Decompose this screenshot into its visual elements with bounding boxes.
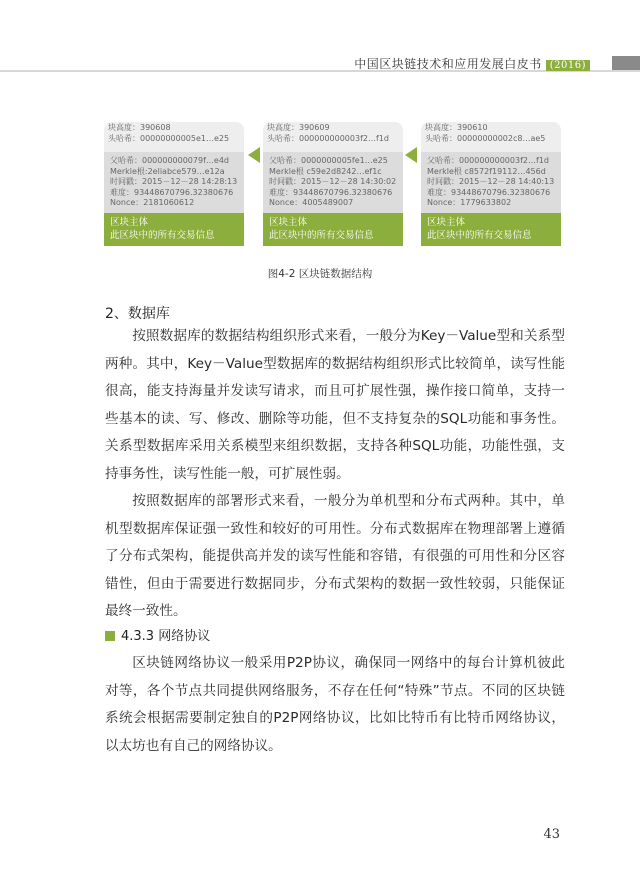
block-difficulty: 难度：93448670796.32380676 — [427, 187, 551, 197]
subsection-heading — [105, 625, 210, 644]
block-body-title: 区块主体 — [110, 216, 149, 228]
block-fields — [263, 152, 403, 213]
block-height: 块高度：390610 — [425, 123, 488, 132]
section-paragraph-2: 按照数据库的部署形式来看，一般分为单机型和分布式两种。其中，单机型数据库保证强一致性和较好的可用性。分布式数据库在物理部署上遵循了分布式架构，能提供高并发的读写性能和容错，有很强的可用性和分区容错性，但由于需要进行数据同步，分布式架构的数据一致性较弱，只能保证最终一致性。 — [105, 493, 565, 620]
block-header — [421, 122, 561, 144]
block-body — [104, 213, 244, 246]
block-body — [421, 213, 561, 246]
block-height: 块高度：390609 — [267, 123, 330, 132]
block-header — [104, 122, 244, 144]
block-header — [263, 122, 403, 144]
header-bar — [612, 56, 640, 70]
block-body-title: 区块主体 — [269, 216, 308, 228]
block-head-hash: 头哈希：00000000002c8…ae5 — [425, 134, 546, 143]
block-body-desc: 此区块中的所有交易信息 — [269, 229, 374, 241]
block-body — [263, 213, 403, 246]
block-parent-hash: 父哈希：000000000003f2…f1d — [427, 156, 549, 165]
arrow-left-icon — [248, 147, 260, 163]
block-nonce: Nonce：4005489007 — [269, 198, 354, 207]
figure-caption: 图4-2 区块链数据结构 — [267, 268, 373, 280]
arrow-left-icon — [405, 147, 417, 163]
block-merkle-root: Merkle根 c59e2d8242…ef1c — [269, 166, 382, 176]
block-fields — [104, 152, 244, 213]
block-height: 块高度：390608 — [108, 123, 171, 132]
block-nonce: Nonce：1779633802 — [427, 198, 512, 207]
block-390608 — [104, 122, 244, 246]
block-body-title: 区块主体 — [427, 216, 466, 228]
block-difficulty: 难度：93448670796.32380676 — [269, 187, 393, 197]
block-parent-hash: 父哈希：000000000079f…e4d — [110, 156, 229, 165]
green-square-icon — [105, 631, 115, 641]
block-merkle-root: Merkle根:2eliabce579…e12a — [110, 166, 225, 176]
block-head-hash: 头哈希：000000000003f2…f1d — [267, 134, 389, 143]
block-body-desc: 此区块中的所有交易信息 — [110, 229, 215, 241]
header-title: 中国区块链技术和应用发展白皮书 — [354, 57, 542, 71]
block-head-hash: 头哈希：00000000005e1…e25 — [108, 134, 230, 143]
block-difficulty: 难度：93448670796.32380676 — [110, 187, 234, 197]
section-heading: 2、数据库 — [105, 306, 170, 322]
block-nonce: Nonce：2181060612 — [110, 198, 195, 207]
block-timestamp: 时间戳：2015－12－28 14:30:02 — [269, 177, 397, 186]
block-fields — [421, 152, 561, 213]
running-header — [354, 55, 590, 72]
block-390610 — [421, 122, 561, 246]
block-timestamp: 时间戳：2015－12－28 14:28:13 — [110, 177, 238, 186]
section-paragraph-1: 按照数据库的数据结构组织形式来看，一般分为Key－Value型和关系型两种。其中，Key－Value型数据库的数据结构组织形式比较简单，读写性能很高，能支持海量并发读写请求，而且可扩展性强，操作接口简单，支持一些基本的读、写、修改、删除等功能，但不支持复杂的SQL功能和事务性。关系型数据库采用关系模型来组织数据，支持各种SQL功能，功能性强，支持事务性，读写性能一般，可扩展性弱。 — [105, 328, 565, 482]
block-390609 — [263, 122, 403, 246]
block-timestamp: 时间戳：2015－12－28 14:40:13 — [427, 177, 555, 186]
block-body-desc: 此区块中的所有交易信息 — [427, 229, 532, 241]
block-merkle-root: Merkle根 c8572f19112…456d — [427, 166, 546, 176]
header-year: (2016) — [546, 60, 590, 71]
subsection-paragraph-1: 区块链网络协议一般采用P2P协议，确保同一网络中的每台计算机彼此对等，各个节点共同提供网络服务，不存在任何“特殊”节点。不同的区块链系统会根据需要制定独自的P2P网络协议，比如比特币有比特币网络协议，以太坊也有自己的网络协议。 — [105, 655, 565, 754]
subsection-title: 4.3.3 网络协议 — [121, 629, 211, 644]
page-number: 43 — [543, 827, 560, 842]
block-parent-hash: 父哈希：0000000005fe1…e25 — [269, 156, 388, 165]
